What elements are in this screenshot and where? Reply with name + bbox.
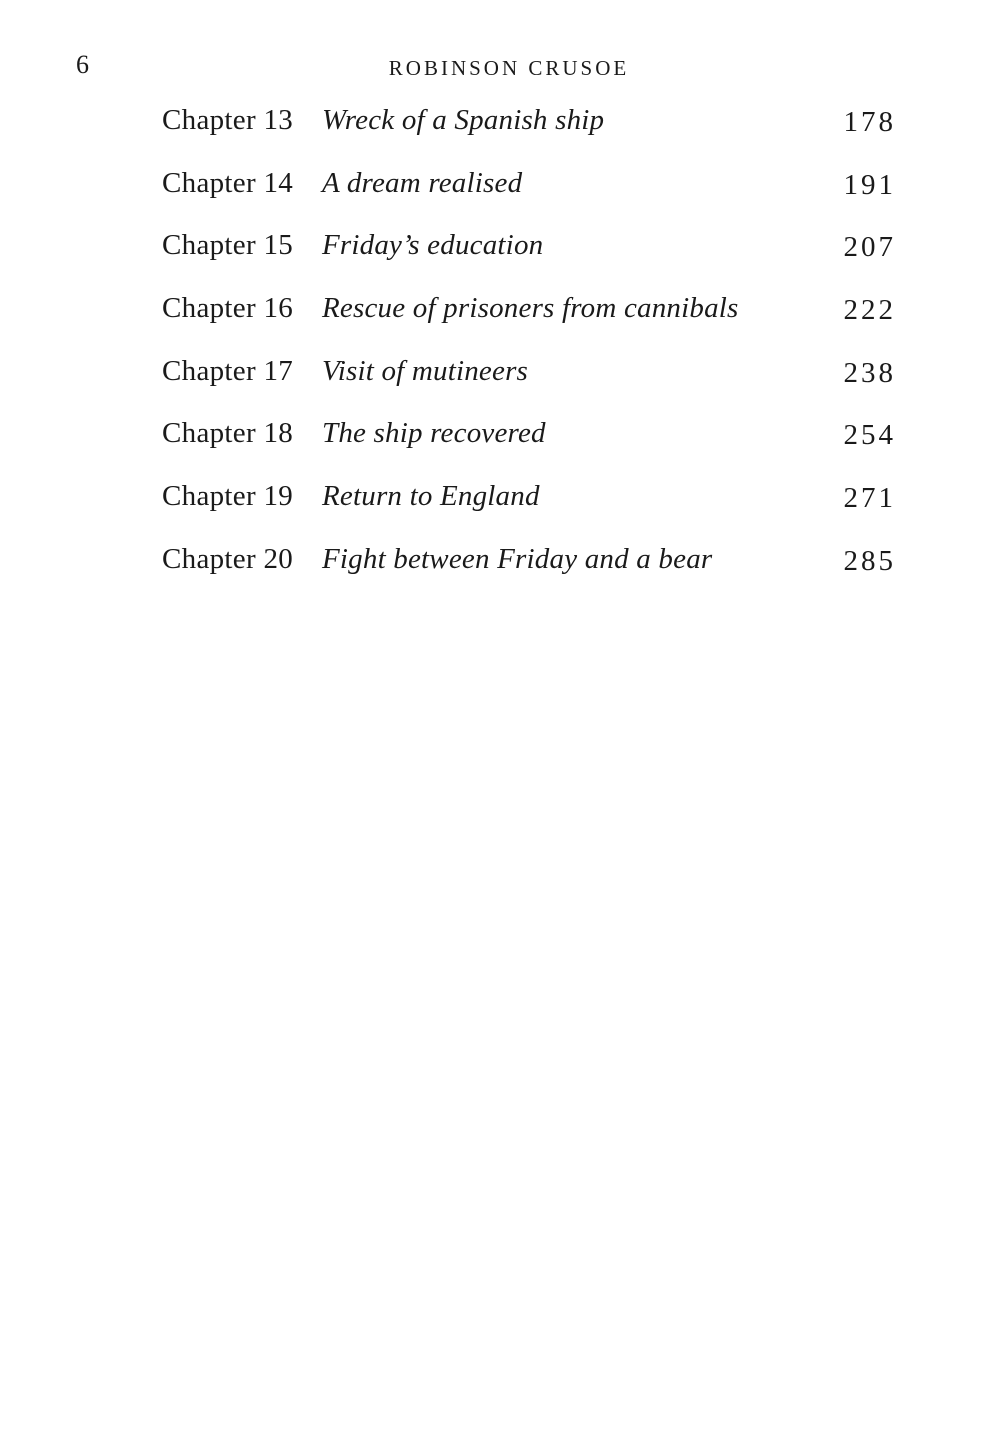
chapter-page-number: 254 xyxy=(843,419,896,452)
chapter-title: Return to England xyxy=(322,480,540,513)
chapter-label: Chapter 13 xyxy=(162,104,294,136)
toc-entry xyxy=(160,537,900,600)
chapter-title: Rescue of prisoners from cannibals xyxy=(322,292,739,325)
toc-entry xyxy=(160,411,900,474)
chapter-page-number: 271 xyxy=(843,482,896,515)
chapter-label: Chapter 14 xyxy=(162,166,294,199)
chapter-label: Chapter 19 xyxy=(162,480,294,513)
chapter-page-number: 285 xyxy=(843,544,896,577)
table-of-contents xyxy=(160,98,900,600)
chapter-title: Fight between Friday and a bear xyxy=(322,542,713,575)
chapter-title: The ship recovered xyxy=(322,417,546,450)
chapter-title: Friday’s education xyxy=(322,229,544,262)
toc-entry xyxy=(160,161,900,224)
chapter-page-number: 191 xyxy=(843,168,896,201)
toc-entry xyxy=(160,474,900,537)
chapter-title: A dream realised xyxy=(322,166,523,199)
chapter-title: Wreck of a Spanish ship xyxy=(322,104,605,136)
chapter-page-number: 222 xyxy=(843,294,896,327)
running-head: ROBINSON CRUSOE xyxy=(388,56,630,80)
chapter-page-number: 207 xyxy=(843,231,896,264)
chapter-label: Chapter 16 xyxy=(162,292,294,325)
chapter-page-number: 238 xyxy=(843,356,896,389)
toc-entry xyxy=(160,349,900,412)
chapter-label: Chapter 17 xyxy=(162,354,294,387)
toc-entry xyxy=(160,286,900,349)
chapter-title: Visit of mutineers xyxy=(322,354,529,387)
chapter-page-number: 178 xyxy=(843,106,896,138)
chapter-label: Chapter 15 xyxy=(162,229,294,262)
page-number: 6 xyxy=(76,50,89,79)
toc-entry xyxy=(160,223,900,286)
chapter-label: Chapter 18 xyxy=(162,417,294,450)
chapter-label: Chapter 20 xyxy=(162,542,294,575)
toc-entry xyxy=(160,98,900,161)
